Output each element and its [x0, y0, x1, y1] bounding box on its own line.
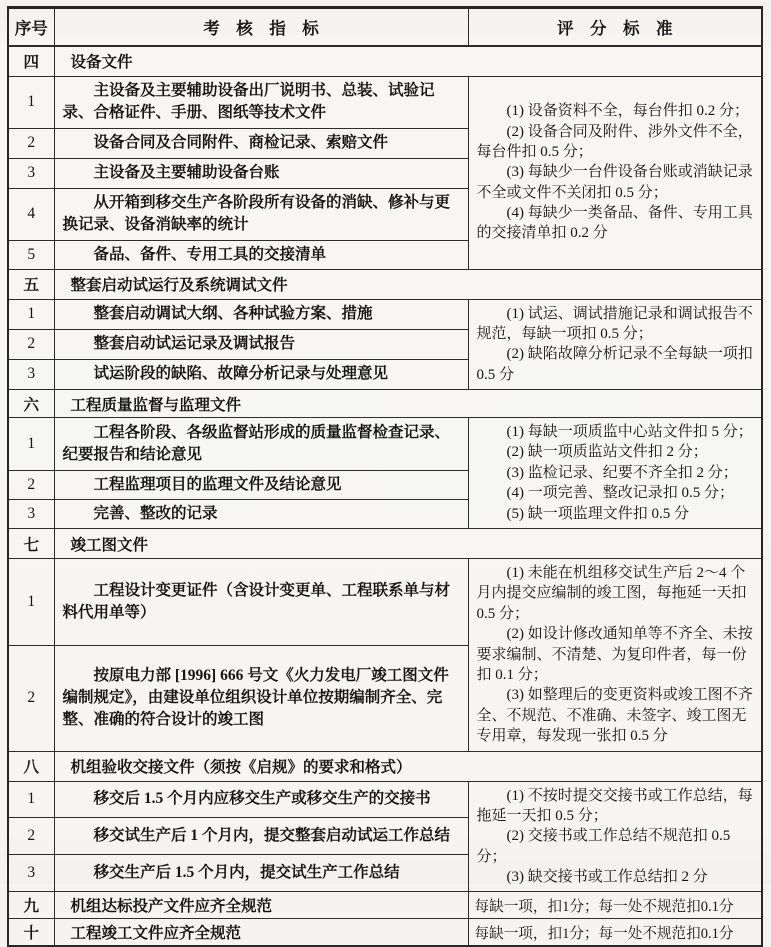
header-criteria: 评 分 标 准 — [468, 8, 762, 47]
item-number: 4 — [8, 188, 54, 240]
indicator-cell: 工程监理项目的监理文件及结论意见 — [54, 470, 468, 500]
section-title: 工程质量监督与监理文件 — [54, 390, 762, 418]
section-number: 五 — [8, 269, 54, 299]
section-header-row — [8, 46, 762, 76]
indicator-cell: 完善、整改的记录 — [54, 500, 468, 529]
criteria-item: (2) 设备合同及附件、涉外文件不全，每台件扣 0.5 分； — [476, 123, 753, 160]
criteria-cell: 每缺一项，扣1分；每一处不规范扣0.1分 — [468, 892, 762, 919]
criteria-item: (3) 每缺少一台件设备台账或消缺记录不全或文件不关闭扣 0.5 分； — [476, 164, 753, 201]
item-number: 2 — [8, 128, 54, 158]
section-number: 九 — [8, 892, 54, 919]
item-number: 1 — [8, 781, 54, 818]
table-row — [8, 299, 762, 329]
indicator-cell: 整套启动试运记录及调试报告 — [54, 329, 468, 359]
indicator-cell: 从开箱到移交生产各阶段所有设备的消缺、修补与更换记录、设备消缺率的统计 — [54, 188, 468, 240]
item-number: 2 — [8, 646, 54, 751]
section-header-row — [8, 390, 762, 418]
header-no: 序号 — [8, 8, 54, 47]
indicator-cell: 整套启动调试大纲、各种试验方案、措施 — [54, 299, 468, 329]
item-number: 1 — [8, 76, 54, 128]
criteria-cell — [468, 76, 762, 269]
criteria-item: (1) 设备资料不全，每台件扣 0.2 分； — [506, 103, 749, 120]
item-number: 2 — [8, 329, 54, 359]
criteria-item: (3) 监检记录、纪要不齐全扣 2 分； — [506, 464, 738, 481]
indicator-cell: 设备合同及合同附件、商检记录、索赔文件 — [54, 128, 468, 158]
indicator-cell: 按原电力部 [1996] 666 号文《火力发电厂竣工图文件编制规定》，由建设单位组织设计单位按期编制齐全、完整、准确的符合设计的竣工图 — [54, 646, 468, 751]
table-row — [8, 919, 762, 947]
criteria-item: (1) 不按时提交交接书或工作总结，每拖延一天扣 0.5 分； — [476, 787, 753, 824]
criteria-cell — [468, 559, 762, 752]
section-header-row — [8, 529, 762, 559]
section-number: 七 — [8, 529, 54, 559]
indicator-cell: 移交试生产后 1 个月内，提交整套启动试运工作总结 — [54, 818, 468, 855]
criteria-item: (1) 未能在机组移交试生产后 2～4 个月内提交应编制的竣工图，每拖延一天扣 0.5 分； — [476, 565, 747, 622]
item-number: 3 — [8, 500, 54, 529]
criteria-item: (2) 如设计修改通知单等不齐全、未按要求编制、不清楚、为复印件者，每一份扣 0.1 分； — [476, 626, 753, 683]
section-header-row — [8, 751, 762, 781]
item-number: 3 — [8, 158, 54, 188]
criteria-cell — [468, 299, 762, 390]
section-title: 设备文件 — [54, 46, 762, 76]
section-number: 八 — [8, 751, 54, 781]
header-indicator: 考 核 指 标 — [54, 8, 468, 47]
section-title: 机组验收交接文件（须按《启规》的要求和格式） — [54, 751, 762, 781]
table-row — [8, 76, 762, 128]
section-number: 十 — [8, 919, 54, 947]
indicator-cell: 工程各阶段、各级监督站形成的质量监督检查记录、纪要报告和结论意见 — [54, 418, 468, 471]
table-row — [8, 892, 762, 919]
criteria-item: (2) 缺一项质监站文件扣 2 分； — [506, 444, 708, 461]
item-number: 3 — [8, 359, 54, 389]
criteria-item: (1) 试运、调试措施记录和调试报告不规范，每缺一项扣 0.5 分； — [476, 305, 753, 342]
criteria-cell: 每缺一项，扣1分；每一处不规范扣0.1分 — [468, 919, 762, 947]
table-row — [8, 781, 762, 818]
criteria-item: (4) 每缺少一类备品、备件、专用工具的交接清单扣 0.2 分 — [476, 205, 753, 242]
section-title: 整套启动试运行及系统调试文件 — [54, 269, 762, 299]
table-row — [8, 418, 762, 471]
table-row — [8, 559, 762, 646]
criteria-cell — [468, 781, 762, 892]
item-number: 3 — [8, 854, 54, 892]
indicator-cell: 备品、备件、专用工具的交接清单 — [54, 240, 468, 269]
criteria-item: (4) 一项完善、整改记录扣 0.5 分； — [506, 485, 734, 502]
criteria-item: (3) 如整理后的变更资料或竣工图不齐全、不规范、不准确、未签字、竣工图无专用章，每发现一张扣 0.5 分 — [476, 687, 753, 745]
criteria-item: (2) 交接书或工作总结不规范扣 0.5 分； — [476, 828, 731, 865]
table-header-row — [8, 8, 762, 47]
item-number: 1 — [8, 559, 54, 646]
indicator-cell: 工程设计变更证件（含设计变更单、工程联系单与材料代用单等） — [54, 559, 468, 646]
indicator-cell: 工程竣工文件应齐全规范 — [54, 919, 468, 947]
indicator-cell: 主设备及主要辅助设备出厂说明书、总装、试验记录、合格证件、手册、图纸等技术文件 — [54, 76, 468, 128]
section-header-row — [8, 269, 762, 299]
assessment-criteria-table — [7, 6, 763, 947]
criteria-item: (5) 缺一项监理文件扣 0.5 分 — [506, 505, 689, 522]
criteria-cell — [468, 418, 762, 529]
criteria-item: (3) 缺交接书或工作总结扣 2 分 — [506, 869, 708, 886]
section-number: 四 — [8, 46, 54, 76]
indicator-cell: 主设备及主要辅助设备台账 — [54, 158, 468, 188]
item-number: 2 — [8, 470, 54, 500]
section-title: 竣工图文件 — [54, 529, 762, 559]
indicator-cell: 机组达标投产文件应齐全规范 — [54, 892, 468, 919]
item-number: 5 — [8, 240, 54, 269]
indicator-cell: 试运阶段的缺陷、故障分析记录与处理意见 — [54, 359, 468, 389]
criteria-item: (2) 缺陷故障分析记录不全每缺一项扣 0.5 分 — [476, 346, 753, 383]
criteria-item: (1) 每缺一项质监中心站文件扣 5 分； — [506, 424, 753, 441]
item-number: 1 — [8, 299, 54, 329]
indicator-cell: 移交后 1.5 个月内应移交生产或移交生产的交接书 — [54, 781, 468, 818]
section-number: 六 — [8, 390, 54, 418]
item-number: 1 — [8, 418, 54, 471]
indicator-cell: 移交生产后 1.5 个月内，提交试生产工作总结 — [54, 854, 468, 892]
item-number: 2 — [8, 818, 54, 855]
